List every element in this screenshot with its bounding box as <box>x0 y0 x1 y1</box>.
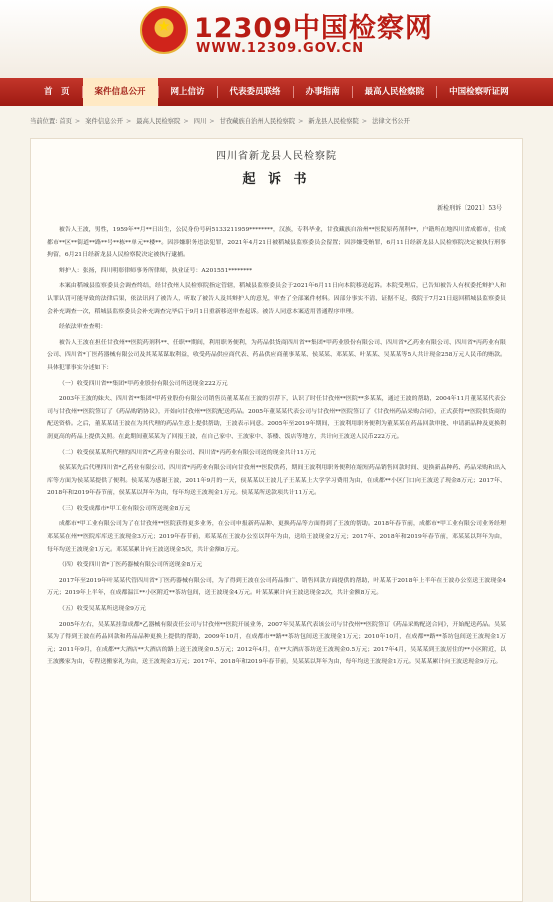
nav-item-guide[interactable]: 办事指南 <box>305 87 340 97</box>
section-heading: （一）收受四川省**集团*甲药业股份有限公司所送现金222万元 <box>58 379 228 387</box>
breadcrumb-link[interactable]: 案件信息公开 <box>85 118 123 125</box>
paragraph-findings-intro: 经依法审查查明： <box>58 323 107 331</box>
breadcrumb-separator: > <box>361 118 368 125</box>
nav-item-case-info[interactable]: 案件信息公开 <box>83 78 158 106</box>
site-title[interactable]: 12309中国检察网 <box>194 13 433 44</box>
section-heading: （四）收受四川省*丁医药器械有限公司所送现金8万元 <box>58 561 203 569</box>
breadcrumb-link[interactable]: 四川 <box>193 118 207 125</box>
breadcrumb-separator: > <box>183 118 189 125</box>
site-header <box>0 0 553 78</box>
document-type: 起 诉 书 <box>242 172 311 187</box>
section-heading: （三）收受成都市*甲工业有限公司所送现金8万元 <box>58 504 191 512</box>
breadcrumb-current[interactable]: 法律文书公开 <box>372 118 410 125</box>
breadcrumb-separator: > <box>298 118 304 125</box>
breadcrumb-link[interactable]: 新龙县人民检察院 <box>308 118 359 125</box>
paragraph-fact: 2005年左右，吴某某挂靠成都*乙器械有限责任公司与甘孜州**医院开展业务，2007年吴某某代表该公司与甘孜州**医院签订《药品采购配送合同》，开始配送药品。吴某某为了得到王波在药品回款和药品品种更换上提供的帮助，2009年10月，在成都市**路**茶坊包间送王波现金1万元；2010年10月，在成都**路**茶坊包间送王波现金1万元；2011年9月，在成都**大酒店**大酒店的路上送王波现金0.5万元；2012年4月，在**大酒店茶坊送王波现金0.5万元；2017年4月，吴某某到王波居住的**小区附近，以王波搬家为由，专程送搬家礼为由，送王波现金3万元；2017年、2018年和2019年春节前，吴某某以拜年为由，每年均送王波现金1万元。吴某某累计向王波送现金9万元。 <box>47 620 506 666</box>
breadcrumb-link[interactable]: 最高人民检察院 <box>136 118 181 125</box>
section-heading: （二）收受侯某某所代理的四川省*乙药业有限公司、四川省*丙药业有限公司送的现金共计11万元 <box>58 448 316 456</box>
breadcrumb-link[interactable]: 甘孜藏族自治州人民检察院 <box>219 118 296 125</box>
breadcrumb-separator: > <box>209 118 215 125</box>
document-body <box>31 224 522 669</box>
document-org: 四川省新龙县人民检察院 <box>216 151 337 162</box>
breadcrumb-separator: > <box>74 118 81 125</box>
paragraph-fact: 成都市*甲工业有限公司为了在甘孜州**医院获得更多业务，在公司申报新药品种、更换药品等方面得到了王波的帮助。2018年春节前，成都市*甲工业有限公司业务经理邓某某在州**医院库库送王波现金3万元；2019年春节前，邓某某在王波办公室以拜年为由，送给王波现金2万元；2017年、2018年和2019年春节前，邓某某以拜年为由，每年均送王波现金1万元。邓某某累计向王波送现金5次，共计金额8万元。 <box>47 520 506 553</box>
breadcrumb-link[interactable]: 首页 <box>59 118 72 125</box>
paragraph-defender: 辩护人：张扬，四川明彰律师事务所律师，执业证号：A201551******** <box>58 266 253 274</box>
paragraph-fact: 2003年王波的妹夫、四川省**集团*甲药业股份有限公司销售员董某某在王波的引荐下，认识了时任甘孜州**医院**多某某，通过王波的帮助，2004年11月董某某代表公司与甘孜州**医院签订了《药品购销协议》，开始向甘孜州**医院配送药品。2005年董某某代表公司与甘孜州**医院签订了《甘孜州药品采购合同》，正式获得**医院供货商的配送资格。之后，董某某请王波在为其代理的药品生意上提供帮助，王波表示同意。2005年至2019年期间，王波利用职务便利为董某某在药品回款审批、申请新品种及更换利润更高的药品上提供关照。在此期间董某某为了回报王波，在自己家中、王波家中、茶楼、饭店等地方，共计向王波送人民币222万元。 <box>47 395 506 440</box>
nav-item-hearing[interactable]: 中国检察听证网 <box>449 87 509 97</box>
breadcrumb-separator: > <box>126 118 132 125</box>
paragraph-defendant: 被告人王波，男性，1959年**月**日出生，公民身份号码5133211959********，汉族，专科毕业，甘孜藏族自治州**医院原药剂科**，户籍所在地四川省成都市，住成都市**区**街道**路**号**栋**单元**楼**。因涉嫌职务违法犯罪，2021年4月21日被稻城县监察委员会留置；因涉嫌受贿罪，6月11日经新龙县人民检察院决定被执行刑事拘留，6月21日经新龙县人民检察院决定被执行逮捕。 <box>47 226 506 259</box>
document-number: 新检刑诉〔2021〕53号 <box>437 205 502 212</box>
main-nav <box>0 78 553 106</box>
nav-item-online-petition[interactable]: 网上信访 <box>170 87 205 97</box>
breadcrumb-prefix: 当前位置: <box>30 118 58 125</box>
nav-item-deputy-liaison[interactable]: 代表委员联络 <box>229 87 281 97</box>
nav-item-spp[interactable]: 最高人民检察院 <box>364 87 425 97</box>
breadcrumb <box>30 116 410 125</box>
nav-item-home[interactable]: 首 页 <box>44 87 70 97</box>
document-panel <box>30 138 523 902</box>
site-url: WWW.12309.GOV.CN <box>196 41 365 56</box>
paragraph-procedure: 本案由稻城县监察委员会调查终结，经甘孜州人民检察院指定管辖，稻城县监察委员会于2021年6月11日向本院移送起诉。本院受理后，已告知被告人有权委托辩护人和认罪认罚可能导致的法律后果，依法讯问了被告人，听取了被告人及其辩护人的意见，审查了全部案件材料。因部分事实不清、证据不足，我院于7月21日退回稻城县监察委员会补充调查一次，稻城县监察委员会补充调查完毕后于9月1日重新移送审查起诉。被告人同意本案适用普通程序审理。 <box>47 282 506 315</box>
national-emblem-icon <box>140 6 188 54</box>
paragraph-fact: 2017年至2019年叶某某代管四川省*丁医药器械有限公司，为了得到王波在公司药品推广、销售回款方面提供的帮助，叶某某于2018年上半年在王波办公室送王波现金4万元；2019年上半年，在成都温江**小区附近**茶坊包间，送王波现金4万元。叶某某累计向王波送现金2次，共计金额8万元。 <box>47 576 506 597</box>
paragraph-summary: 被告人王波在担任甘孜州**医院药剂科**、任职**期间，利用职务便利，为药品供货商四川省**集团*甲药业股份有限公司、四川省*乙药业有限公司、四川省*丙药业有限公司、四川省*丁医药器械有限公司及其某某谋取利益，收受药品供应商代表、药品供应商董事某某、侯某某、邓某某、叶某某、吴某某等5人共计现金258万元人民币的贿款。具体犯罪事实分述如下： <box>47 338 506 371</box>
paragraph-fact: 侯某某先后代理四川省*乙药业有限公司、四川省*丙药业有限公司向甘孜州**医院供药，期间王波利用职务便利在缩短药品销售回款时间、更换新品种药、药品采购和出入库等方面为侯某某提供了便利。侯某某为感谢王波，2011年9月的一天，侯某某以王波儿子王某某上大学学习费用为由，在成都**小区门口向王波送了现金8万元；2017年、2018年和2019年春节前，侯某某以拜年为由，每年均送王波现金1万元。侯某某所送款项共计11万元。 <box>47 464 506 497</box>
section-heading: （五）收受吴某某所送现金9万元 <box>58 605 146 613</box>
